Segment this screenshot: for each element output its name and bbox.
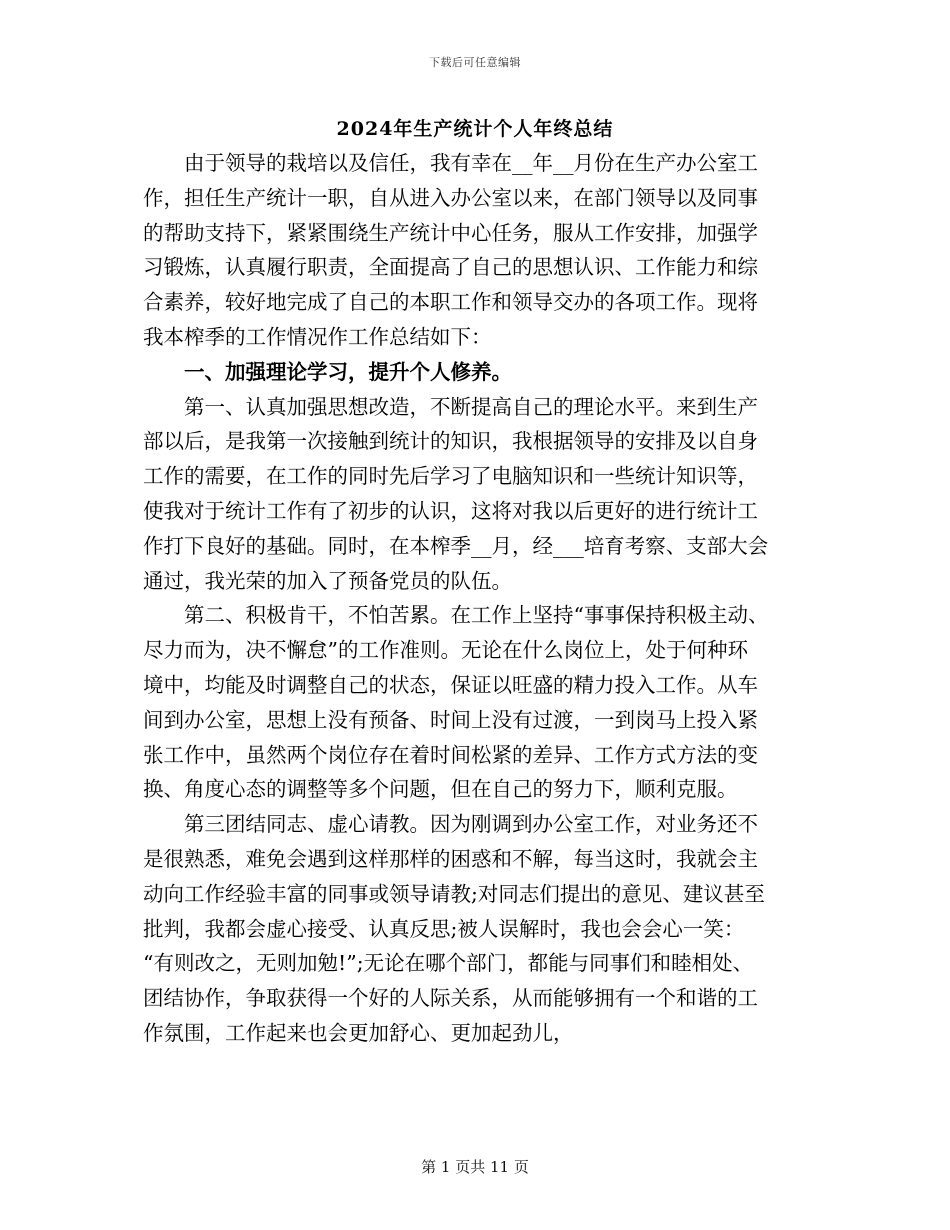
body-line: 作氛围，工作起来也会更加舒心、更加起劲儿， [143, 1020, 574, 1045]
body-line: 第二、积极肯干，不怕苦累。在工作上坚持“事事保持积极主动、 [143, 603, 769, 628]
body-line: 部以后，是我第一次接触到统计的知识，我根据领导的安排及以自身 [143, 429, 758, 454]
body-line: 作打下良好的基础。同时，在本榨季__月，经___培育考察、支部大会 [143, 533, 769, 558]
body-line: 团结协作，争取获得一个好的人际关系，从而能够拥有一个和谐的工 [143, 986, 758, 1011]
body-line: 工作的需要，在工作的同时先后学习了电脑知识和一些统计知识等， [143, 464, 758, 489]
page-number-footer: 第 1 页共 11 页 [421, 1158, 529, 1176]
body-line: 境中，均能及时调整自己的状态，保证以旺盛的精力投入工作。从车 [143, 672, 758, 697]
section-heading: 一、加强理论学习，提升个人修养。 [143, 359, 512, 384]
body-line: 我本榨季的工作情况作工作总结如下： [143, 324, 492, 349]
body-line: 的帮助支持下，紧紧围绕生产统计中心任务，服从工作安排，加强学 [143, 220, 758, 245]
body-line: 使我对于统计工作有了初步的认识，这将对我以后更好的进行统计工 [143, 498, 758, 523]
body-line: 通过，我光荣的加入了预备党员的队伍。 [143, 568, 512, 593]
body-line: 换、角度心态的调整等多个问题，但在自己的努力下，顺利克服。 [143, 777, 738, 802]
body-line: 作，担任生产统计一职，自从进入办公室以来，在部门领导以及同事 [143, 185, 758, 210]
body-line: 动向工作经验丰富的同事或领导请教;对同志们提出的意见、建议甚至 [143, 881, 765, 906]
body-line: 尽力而为，决不懈怠”的工作准则。无论在什么岗位上，处于何种环 [143, 638, 748, 663]
body-line: 第一、认真加强思想改造，不断提高自己的理论水平。来到生产 [143, 394, 758, 419]
document-title: 2024年生产统计个人年终总结 [336, 118, 614, 140]
body-line: “有则改之，无则加勉!”;无论在哪个部门，都能与同事们和睦相处、 [143, 951, 754, 976]
body-line: 由于领导的栽培以及信任，我有幸在__年__月份在生产办公室工 [143, 151, 758, 175]
document-body [143, 146, 813, 1051]
body-line: 间到办公室，思想上没有预备、时间上没有过渡，一到岗马上投入紧 [143, 707, 758, 732]
body-line: 张工作中，虽然两个岗位存在着时间松紧的差异、工作方式方法的变 [143, 742, 758, 767]
body-line: 第三团结同志、虚心请教。因为刚调到办公室工作，对业务还不 [143, 812, 758, 837]
body-line: 批判，我都会虚心接受、认真反思;被人误解时，我也会会心一笑： [143, 916, 745, 941]
page-header-note: 下载后可任意编辑 [429, 56, 521, 69]
body-line: 习锻炼，认真履行职责，全面提高了自己的思想认识、工作能力和综 [143, 255, 758, 280]
body-line: 是很熟悉，难免会遇到这样那样的困惑和不解，每当这时，我就会主 [143, 846, 758, 871]
body-line: 合素养，较好地完成了自己的本职工作和领导交办的各项工作。现将 [143, 290, 758, 315]
